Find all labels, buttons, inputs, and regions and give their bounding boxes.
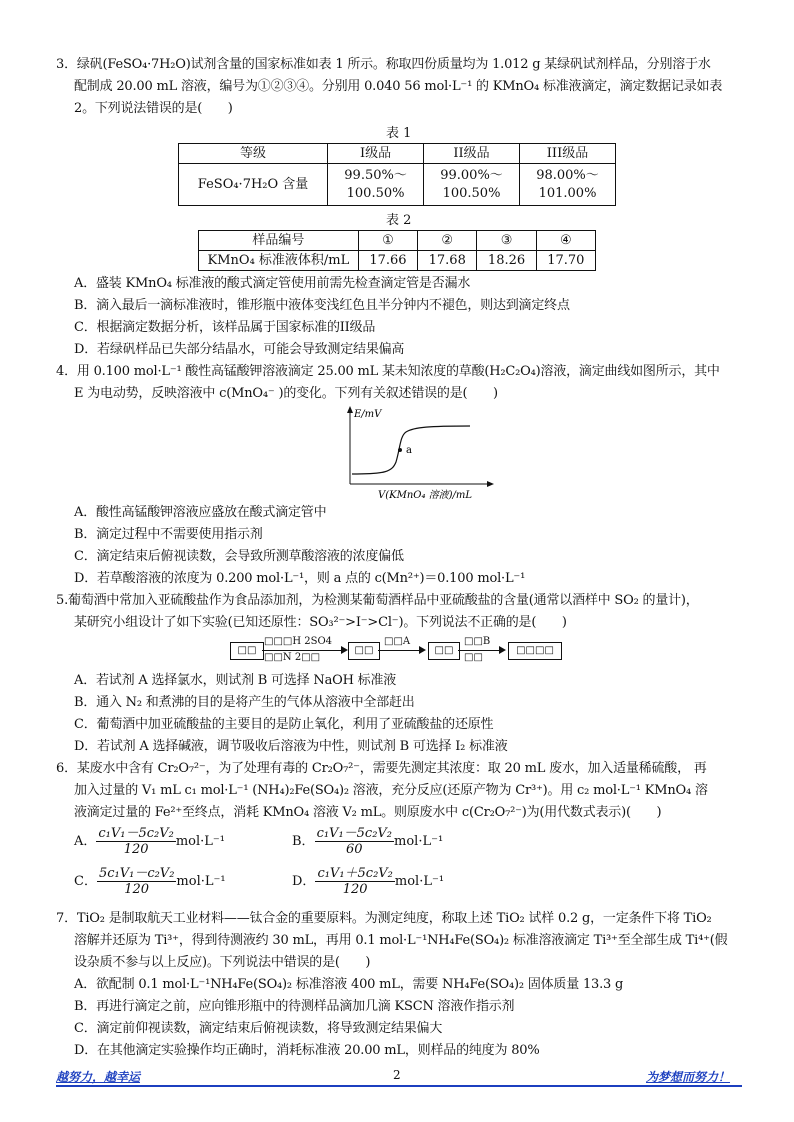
table1-cell: 99.50%～ 100.50% xyxy=(328,164,424,206)
q7-option-c: C．滴定前仰视读数，滴定结束后俯视读数，将导致测定结果偏大 xyxy=(74,1021,443,1036)
q7-stem-3: 设杂质不参与以上反应)。下列说法中错误的是( ) xyxy=(74,955,371,970)
arrow-head-icon xyxy=(341,646,348,654)
table1-cell: 99.00%～ 100.50% xyxy=(424,164,520,206)
q7-option-b: B．再进行滴定之前，应向锥形瓶中的待测样品滴加几滴 KSCN 溶液作指示剂 xyxy=(74,999,515,1014)
q6-stem-3: 液滴定过量的 Fe²⁺至终点，消耗 KMnO₄ 溶液 V₂ mL。则原废水中 c(Cr₂O₇²⁻)为(用代数式表示)( ) xyxy=(74,805,662,820)
flow-arrow-label: □□□H 2SO4 xyxy=(264,636,333,647)
q5-option-c: C．葡萄酒中加亚硫酸盐的主要目的是防止氧化，利用了亚硫酸盐的还原性 xyxy=(74,717,494,732)
q5-option-b: B．通入 N₂ 和煮沸的目的是将产生的气体从溶液中全部赶出 xyxy=(74,695,415,710)
x-axis-label: V(KMnO₄ 溶液)/mL xyxy=(378,490,473,500)
q4-stem-1: 4．用 0.100 mol·L⁻¹ 酸性高锰酸钾溶液滴定 25.00 mL 某未知浓度的草酸(H₂C₂O₄)溶液，滴定曲线如图所示，其中 xyxy=(56,364,720,379)
table1-caption: 表 1 xyxy=(386,126,412,141)
q5-option-d: D．若试剂 A 选择碱液，调节吸收后溶液为中性，则试剂 B 可选择 I₂ 标准液 xyxy=(74,739,508,754)
arrow-head-icon xyxy=(499,646,506,654)
q4-option-d: D．若草酸溶液的浓度为 0.200 mol·L⁻¹，则 a 点的 c(Mn²⁺)＝0.100 mol·L⁻¹ xyxy=(74,571,526,586)
q5-stem-2: 某研究小组设计了如下实验(已知还原性：SO₃²⁻>I⁻>Cl⁻)。下列说法不正确的是( ) xyxy=(74,615,567,630)
q6-choice-c: C． $\frac{\text{5c₁V₁－c₂V₂}}{120}$ mol·L⁻¹ xyxy=(74,866,226,897)
q6-choice-b: B． $\frac{\text{c₁V₁－5c₂V₂}}{60}$ mol·L⁻¹ xyxy=(292,826,444,857)
flow-box: □□ xyxy=(428,642,460,660)
q7-stem-1: 7．TiO₂ 是制取航天工业材料——钛合金的重要原料。为测定纯度，称取上述 TiO₂ 试样 0.2 g，一定条件下将 TiO₂ xyxy=(56,911,712,926)
q3-stem-3: 2。下列说法错误的是( ) xyxy=(74,101,233,116)
table2-header: ① xyxy=(358,231,417,251)
table2-cell: 18.26 xyxy=(477,251,536,271)
table2-header: ④ xyxy=(536,231,595,251)
point-a-label: a xyxy=(406,445,412,456)
flow-arrow xyxy=(458,650,500,651)
q3-option-b: B．滴入最后一滴标准液时，锥形瓶中液体变浅红色且半分钟内不褪色，则达到滴定终点 xyxy=(74,298,570,313)
q7-option-d: D．在其他滴定实验操作均正确时，消耗标准液 20.00 mL，则样品的纯度为 80% xyxy=(74,1043,540,1058)
table1 xyxy=(178,143,616,206)
table2-caption: 表 2 xyxy=(386,213,412,228)
table1-header: III级品 xyxy=(520,144,616,164)
table1-header: II级品 xyxy=(424,144,520,164)
table2-cell: 17.66 xyxy=(358,251,417,271)
table2-header: ② xyxy=(418,231,477,251)
flow-box: □□ xyxy=(348,642,380,660)
flow-arrow-label: □□N 2□□ xyxy=(264,652,321,663)
q5-stem-1: 5.葡萄酒中常加入亚硫酸盐作为食品添加剂，为检测某葡萄酒样品中亚硫酸盐的含量(通常以酒样中 SO₂ 的量计)， xyxy=(56,593,699,608)
q6-choice-d: D． $\frac{\text{c₁V₁＋5c₂V₂}}{120}$ mol·L⁻¹ xyxy=(292,866,445,897)
flow-box: □□ xyxy=(230,642,264,660)
flow-arrow-label: □□A xyxy=(384,636,411,647)
table2-cell: 17.70 xyxy=(536,251,595,271)
flow-box: □□□□ xyxy=(508,642,562,660)
q6-stem-1: 6．某废水中含有 Cr₂O₇²⁻，为了处理有毒的 Cr₂O₇²⁻，需要先测定其浓度：取 20 mL 废水，加入适量稀硫酸， 再 xyxy=(56,761,707,776)
q4-option-b: B．滴定过程中不需要使用指示剂 xyxy=(74,527,263,542)
table2-header: ③ xyxy=(477,231,536,251)
table1-header: I级品 xyxy=(328,144,424,164)
flow-arrow xyxy=(262,650,342,651)
table2-row-label: KMnO₄ 标准液体积/mL xyxy=(199,251,359,271)
footer-motto-right: 为梦想而努力！ xyxy=(646,1070,731,1084)
q4-option-a: A．酸性高锰酸钾溶液应盛放在酸式滴定管中 xyxy=(74,505,327,520)
footer-motto-left: 越努力，越幸运 xyxy=(56,1070,141,1084)
q3-stem-1: 3．绿矾(FeSO₄·7H₂O)试剂含量的国家标准如表 1 所示。称取四份质量均为 1.012 g 某绿矾试剂样品，分别溶于水 xyxy=(56,57,711,72)
titration-curve xyxy=(330,404,500,500)
table2 xyxy=(198,230,596,271)
flow-arrow-label: □□ xyxy=(464,652,483,663)
q6-stem-2: 加入过量的 V₁ mL c₁ mol·L⁻¹ (NH₄)₂Fe(SO₄)₂ 溶液，充分反应(还原产物为 Cr³⁺)。用 c₂ mol·L⁻¹ KMnO₄ 溶 xyxy=(74,783,708,798)
table1-row-label: FeSO₄·7H₂O 含量 xyxy=(179,164,328,206)
q3-option-c: C．根据滴定数据分析，该样品属于国家标准的II级品 xyxy=(74,320,376,335)
q7-option-a: A．欲配制 0.1 mol·L⁻¹NH₄Fe(SO₄)₂ 标准溶液 400 mL，需要 NH₄Fe(SO₄)₂ 固体质量 13.3 g xyxy=(74,977,624,992)
table2-header: 样品编号 xyxy=(199,231,359,251)
q4-option-c: C．滴定结束后俯视读数，会导致所测草酸溶液的浓度偏低 xyxy=(74,549,404,564)
q7-stem-2: 溶解并还原为 Ti³⁺，得到待测液约 30 mL，再用 0.1 mol·L⁻¹NH₄Fe(SO₄)₂ 标准溶液滴定 Ti³⁺至全部生成 Ti⁴⁺(假 xyxy=(74,933,728,948)
q4-stem-2: E 为电动势，反映溶液中 c(MnO₄⁻ )的变化。下列有关叙述错误的是( ) xyxy=(74,386,498,401)
flow-arrow xyxy=(378,650,420,651)
table1-cell: 98.00%～ 101.00% xyxy=(520,164,616,206)
footer-divider xyxy=(56,1085,742,1087)
q3-option-a: A．盛装 KMnO₄ 标准液的酸式滴定管使用前需先检查滴定管是否漏水 xyxy=(74,276,471,291)
q5-option-a: A．若试剂 A 选择氯水，则试剂 B 可选择 NaOH 标准液 xyxy=(74,673,397,688)
arrow-head-icon xyxy=(419,646,426,654)
q3-option-d: D．若绿矾样品已失部分结晶水，可能会导致测定结果偏高 xyxy=(74,342,405,357)
q3-stem-2: 配制成 20.00 mL 溶液，编号为①②③④。分别用 0.040 56 mol·L⁻¹ 的 KMnO₄ 标准液滴定，滴定数据记录如表 xyxy=(74,79,723,94)
table2-cell: 17.68 xyxy=(418,251,477,271)
table1-header: 等级 xyxy=(179,144,328,164)
y-axis-label: E/mV xyxy=(354,409,382,420)
page-number: 2 xyxy=(393,1068,401,1082)
q6-choice-a: A． $\frac{\text{c₁V₁－5c₂V₂}}{120}$ mol·L⁻¹ xyxy=(74,826,226,857)
flow-arrow-label: □□B xyxy=(464,636,491,647)
point-a xyxy=(398,448,402,452)
